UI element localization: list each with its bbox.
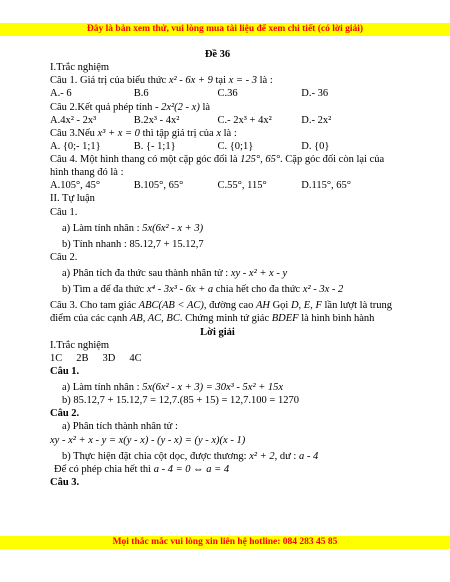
q2-expression: - 2x²(2 - x) [154, 101, 200, 113]
e2-a-expression: xy - x² + x - y [230, 268, 288, 279]
solution-1-part-a [50, 381, 385, 394]
q3-mid-text: thì tập giá trị của [142, 127, 214, 139]
q1-expression: x² - 6x + 9 [168, 75, 213, 87]
q1-end-text: là : [259, 75, 273, 87]
s1-a-label: a) Làm tính nhân : [62, 382, 140, 393]
q2-stem-text: Câu 2.Kết quả phép tính [50, 101, 153, 113]
e1-a-label: a) Làm tính nhân : [62, 222, 140, 234]
essay-2-part-b [50, 283, 385, 296]
s2-a-expression: xy - x² + x - y = x(y - x) - (y - x) = (y - x)(x - 1) [50, 434, 246, 446]
e3-l1-d: lần lượt là trung [324, 300, 393, 312]
q3-option-b: B. {- 1;1} [133, 140, 176, 152]
e3-points: D, E, F [290, 300, 322, 312]
e3-l1-a: Câu 3. Cho tam giác [50, 300, 137, 312]
q3-option-c: C. {0;1} [217, 140, 254, 152]
q4-option-c: C.55°, 115° [217, 180, 267, 192]
q3-option-a: A. {0;- 1;1} [50, 140, 101, 152]
q1-stem-text: Câu 1. Giá trị của biểu thức [50, 75, 167, 87]
q1-option-c: C.36 [217, 88, 238, 100]
answer-1: 1C [50, 352, 63, 364]
q4-line1-text: Câu 4. Một hình thang có một cặp góc đối là [50, 154, 238, 165]
solution-part1-heading: I.Trắc nghiệm [50, 339, 110, 351]
s2-b-remainder: a - 4 [298, 450, 319, 462]
preview-notice-banner [0, 23, 450, 36]
hotline-text: Mọi thắc mắc vui lòng xin liên hệ hotline: 084 283 45 85 [112, 537, 338, 547]
s2-b-quotient: x² + 2 [249, 450, 275, 462]
e3-altitude: AH [255, 300, 270, 312]
q2-end-text: là [202, 101, 211, 113]
q3-option-d: D. {0} [301, 140, 330, 152]
q1-option-d: D.- 36 [301, 88, 329, 100]
q4-option-b: B.105°, 65° [133, 180, 184, 192]
q4-line1-end: . Cặp góc đối còn lại của [280, 154, 385, 165]
q4-angles: 125°, 65° [240, 154, 281, 165]
q1-option-a: A.- 6 [50, 88, 72, 100]
e3-l2-a: điểm của các cạnh [50, 313, 128, 325]
part1-heading: I.Trắc nghiệm [50, 62, 110, 74]
s2-c-label: Để có phép chia hết thì [54, 463, 152, 475]
solution-heading: Lời giải [200, 326, 235, 338]
essay-2-part-a [50, 267, 385, 280]
e1-b-label: b) Tính nhanh : [62, 238, 127, 250]
e2-b-dividend: x⁴ - 3x³ - 6x + a [146, 284, 214, 296]
e3-l2-b: . Chứng minh tứ giác [179, 313, 270, 325]
e3-l2-c: là hình bình hành [301, 313, 375, 325]
essay-3-line1 [50, 299, 393, 312]
q1-option-b: B.6 [133, 88, 149, 100]
question-2-options [50, 114, 385, 127]
e2-a-label: a) Phân tích đa thức sau thành nhân tử : [62, 268, 229, 279]
e2-b-divisor: x² - 3x - 2 [302, 284, 344, 296]
exam-title: Đề 36 [204, 49, 231, 60]
q2-option-b: B.2x³ - 4x² [133, 114, 180, 126]
s2-b-mid: , dư : [274, 450, 297, 462]
q3-end-text: là : [223, 127, 237, 139]
q4-option-d: D.115°, 65° [301, 180, 351, 192]
solution-3-title: Câu 3. [50, 476, 80, 488]
question-4-stem-line2: hình thang đó là : [50, 167, 124, 179]
e3-l1-b: , đường cao [203, 300, 254, 312]
q2-option-c: C.- 2x³ + 4x² [217, 114, 272, 126]
s1-b-expression: 85.12,7 + 15.12,7 = 12,7.(85 + 15) = 12,7.100 = 1270 [73, 395, 299, 407]
essay-1-part-a [50, 222, 385, 235]
solution-1-part-b [50, 394, 385, 407]
s1-a-expression: 5x(6x² - x + 3) = 30x³ - 5x² + 15x [142, 382, 284, 393]
essay-2-title: Câu 2. [50, 251, 78, 263]
exam-document [50, 48, 393, 489]
essay-1-title: Câu 1. [50, 206, 78, 218]
s2-b-label: b) Thực hiện đặt chia cột dọc, được thương: [62, 450, 247, 462]
solution-2-conclusion [50, 463, 385, 476]
question-4-stem-line1 [50, 153, 385, 166]
essay-1-part-b [50, 238, 385, 251]
e1-a-expression: 5x(6x² - x + 3) [142, 222, 204, 234]
solution-2-title: Câu 2. [50, 408, 80, 420]
e3-sides: AB, AC, BC [129, 313, 180, 325]
solution-2-part-a-expression [50, 434, 385, 447]
q3-expression: x³ + x = 0 [97, 127, 140, 139]
question-2-stem [50, 101, 385, 114]
q2-option-d: D.- 2x² [301, 114, 332, 126]
solution-answer-key [50, 352, 385, 365]
e3-l1-c: Gọi [272, 300, 289, 312]
q1-condition: x = - 3 [228, 75, 258, 87]
solution-2-part-b [50, 450, 385, 463]
q1-mid-text: tại [215, 75, 227, 87]
hotline-banner [0, 536, 450, 549]
question-3-options [50, 140, 385, 153]
question-4-options [50, 179, 385, 192]
question-1-options [50, 87, 385, 100]
e2-b-label: b) Tìm a để đa thức [62, 284, 145, 296]
preview-notice-text: Đây là bản xem thử, vui lòng mua tài liệu để xem chi tiết (có lời giải) [86, 24, 364, 34]
question-3-stem [50, 127, 385, 140]
part2-heading: II. Tự luận [50, 193, 95, 205]
essay-3-line2 [50, 312, 385, 325]
answer-3: 3D [102, 352, 116, 364]
q3-variable: x [216, 127, 222, 139]
e2-b-mid: chia hết cho đa thức [215, 284, 301, 296]
e3-quadrilateral: BDEF [271, 313, 299, 325]
answer-4: 4C [129, 352, 142, 364]
answer-2: 2B [76, 352, 89, 364]
e3-triangle: ABC(AB < AC) [138, 300, 204, 312]
s2-c-expression: a - 4 = 0 ⇔ a = 4 [153, 463, 230, 475]
q3-stem-text: Câu 3.Nếu [50, 127, 95, 139]
s1-b-label: b) [62, 395, 71, 407]
question-1-stem [50, 74, 385, 87]
q2-option-a: A.4x² - 2x³ [50, 114, 97, 126]
q4-option-a: A.105°, 45° [50, 180, 101, 192]
solution-1-title: Câu 1. [50, 365, 80, 377]
solution-2-part-a: a) Phân tích thành nhân tử : [62, 421, 178, 433]
e1-b-expression: 85.12,7 + 15.12,7 [129, 238, 204, 250]
